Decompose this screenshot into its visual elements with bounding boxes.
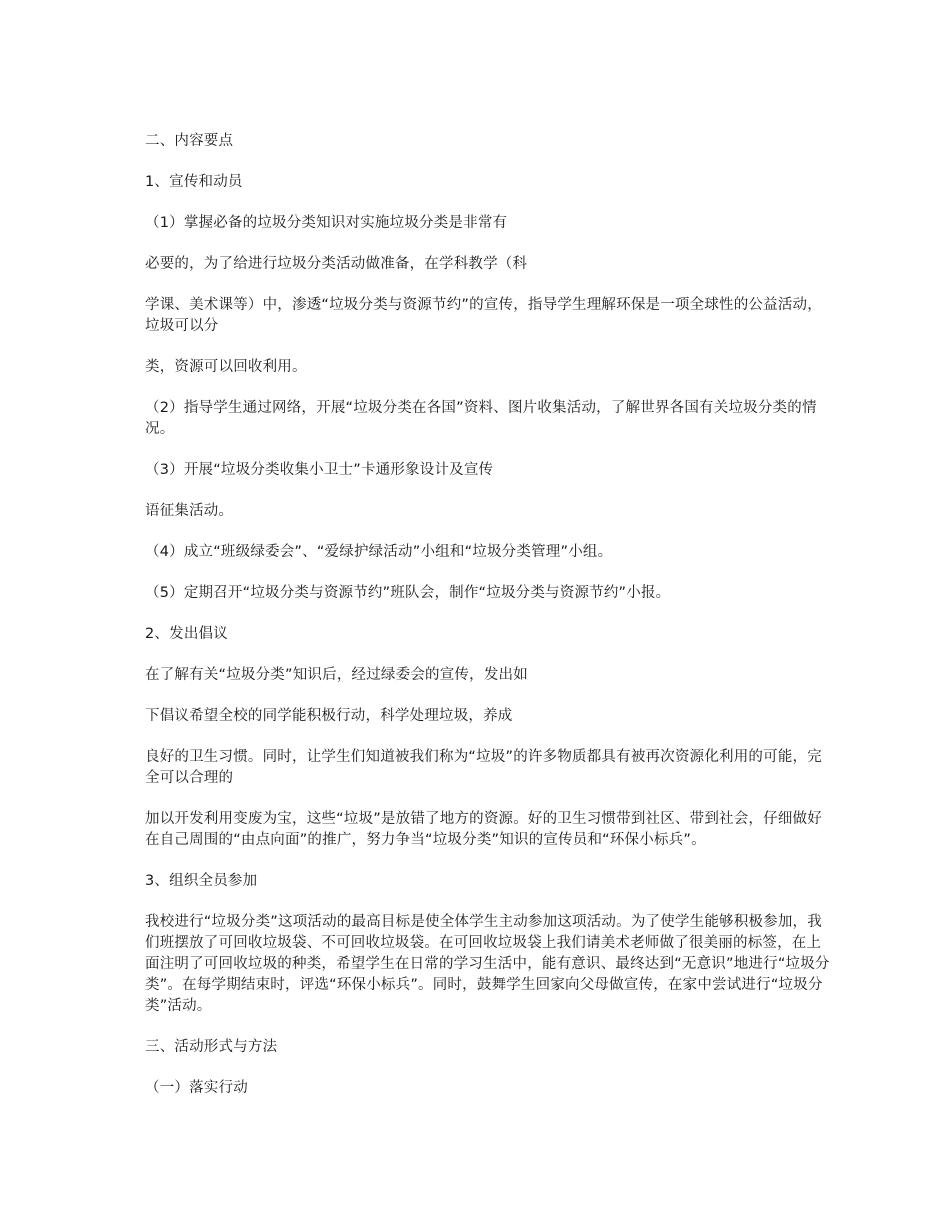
section-heading: 二、内容要点 [145,133,234,149]
subsection-heading: 2、发出倡议 [145,626,228,642]
subsection-heading: （一）落实行动 [145,1080,248,1096]
subsection-heading: 1、宣传和动员 [145,174,243,190]
subsection-heading: 3、组织全员参加 [145,873,258,889]
paragraph: 类，资源可以回收利用。 [145,359,307,375]
paragraph: （3）开展“垃圾分类收集小卫士”卡通形象设计及宣传 [145,462,494,478]
paragraph: 加以开发利用变废为宝，这些“垃圾”是放错了地方的资源。好的卫生习惯带到社区、带到社会，仔细做好在自己周围的“由点向面”的推广，努力争当“垃圾分类”知识的宣传员和“环保小标兵”。 [145,811,822,848]
paragraph: 我校进行“垃圾分类”这项活动的最高目标是使全体学生主动参加这项活动。为了使学生能够积极参加，我们班摆放了可回收垃圾袋、不可回收垃圾袋。在可回收垃圾袋上我们请美术老师做了很美丽的标签，在上面注明了可回收垃圾的种类，希望学生在日常的学习生活中，能有意识、最终达到“无意识”地进行“垃圾分类”。在每学期结束时，评选“环保小标兵”。同时，鼓舞学生回家向父母做宣传，在家中尝试进行“垃圾分类”活动。 [145,914,830,1014]
section-heading: 三、活动形式与方法 [145,1039,278,1055]
document-body [0,122,950,1110]
paragraph: 下倡议希望全校的同学能积极行动，科学处理垃圾，养成 [145,708,513,724]
paragraph: 学课、美术课等）中，渗透“垃圾分类与资源节约”的宣传，指导学生理解环保是一项全球性的公益活动，垃圾可以分 [145,297,822,334]
paragraph: 语征集活动。 [145,503,234,519]
paragraph: （4）成立“班级绿委会”、“爱绿护绿活动”小组和“垃圾分类管理”小组。 [145,544,613,560]
paragraph: 良好的卫生习惯。同时，让学生们知道被我们称为“垃圾”的许多物质都具有被再次资源化利用的可能，完全可以合理的 [145,749,822,786]
paragraph: （2）指导学生通过网络，开展“垃圾分类在各国”资料、图片收集活动，了解世界各国有关垃圾分类的情况。 [145,400,817,437]
paragraph: 必要的，为了给进行垃圾分类活动做准备，在学科教学（科 [145,256,528,272]
paragraph: （1）掌握必备的垃圾分类知识对实施垃圾分类是非常有 [145,215,508,231]
paragraph: 在了解有关“垃圾分类”知识后，经过绿委会的宣传，发出如 [145,667,528,683]
paragraph: （5）定期召开“垃圾分类与资源节约”班队会，制作“垃圾分类与资源节约”小报。 [145,585,671,601]
